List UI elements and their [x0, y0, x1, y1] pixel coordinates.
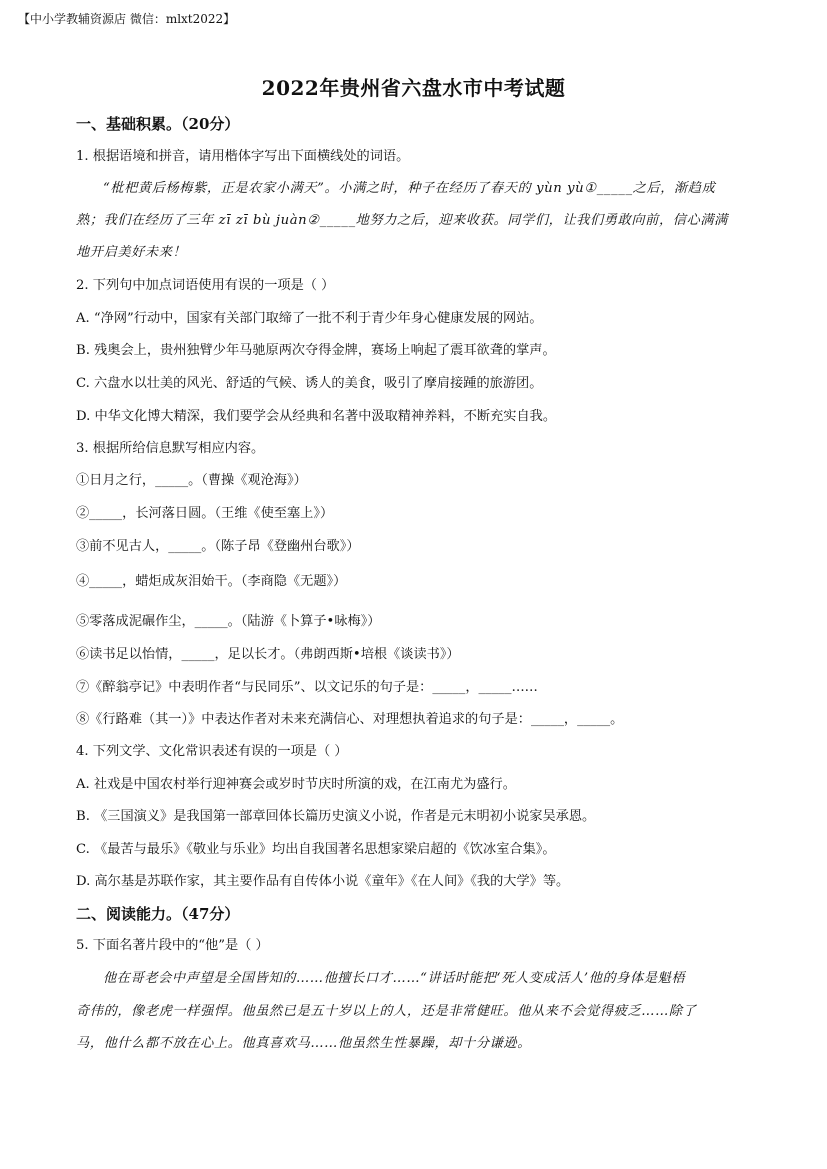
- question-4-option-d: D. 高尔基是苏联作家，其主要作品有自传体小说《童年》《在人间》《我的大学》等。: [76, 874, 570, 889]
- question-3-stem: 3. 根据所给信息默写相应内容。: [76, 441, 265, 456]
- question-4-option-c: C. 《最苦与最乐》《敬业与乐业》均出自我国著名思想家梁启超的《饮冰室合集》。: [76, 842, 556, 857]
- question-1-stem: 1. 根据语境和拼音，请用楷体字写出下面横线处的词语。: [76, 149, 410, 164]
- section-2-heading: 二、阅读能力。（47分）: [76, 905, 240, 923]
- question-2-option-b: B. 残奥会上，贵州独臂少年马驰原两次夺得金牌，赛场上响起了震耳欲聋的掌声。: [76, 343, 556, 358]
- watermark-text: 【中小学教辅资源店 微信：mlxt2022】: [18, 12, 236, 26]
- question-3-item-8: ⑧《行路难（其一）》中表达作者对未来充满信心、对理想执着追求的句子是：_____，_____。: [76, 712, 624, 727]
- question-4-option-b: B. 《三国演义》是我国第一部章回体长篇历史演义小说，作者是元末明初小说家吴承恩。: [76, 809, 596, 824]
- question-5-passage-line-1: 他在哥老会中声望是全国皆知的……他擅长口才……“讲话时能把‘死人变成活人’他的身体是魁梧: [103, 971, 686, 986]
- section-1-heading: 一、基础积累。（20分）: [76, 115, 240, 133]
- question-2-option-d: D. 中华文化博大精深，我们要学会从经典和名著中汲取精神养料，不断充实自我。: [76, 409, 557, 424]
- question-5-passage-line-2: 奇伟的，像老虎一样强悍。他虽然已是五十岁以上的人，还是非常健旺。他从来不会觉得疲乏……除了: [76, 1004, 697, 1019]
- question-2-option-a: A. “净网”行动中，国家有关部门取缔了一批不利于青少年身心健康发展的网站。: [76, 311, 543, 326]
- question-3-item-1: ①日月之行，_____。（曹操《观沧海》）: [76, 473, 307, 488]
- question-1-passage-line-3: 地开启美好未来！: [76, 245, 187, 260]
- question-2-stem: 2. 下列句中加点词语使用有误的一项是（ ）: [76, 278, 335, 293]
- question-1-passage-line-2: 熟；我们在经历了三年 zī zī bù juàn②_____地努力之后，迎来收获。同学们，让我们勇敢向前，信心满满: [76, 213, 728, 228]
- document-title: 2022年贵州省六盘水市中考试题: [261, 76, 566, 100]
- question-5-passage-line-3: 马，他什么都不放在心上。他真喜欢马……他虽然生性暴躁，却十分谦逊。: [76, 1036, 531, 1051]
- question-4-stem: 4. 下列文学、文化常识表述有误的一项是（ ）: [76, 744, 348, 759]
- question-5-stem: 5. 下面名著片段中的“他”是（ ）: [76, 938, 269, 953]
- question-3-item-7: ⑦《醉翁亭记》中表明作者“与民同乐”、以文记乐的句子是：_____，_____……: [76, 680, 538, 695]
- question-3-item-4: ④_____，蜡炬成灰泪始干。（李商隐《无题》）: [76, 574, 347, 589]
- question-3-item-2: ②_____，长河落日圆。（王维《使至塞上》）: [76, 506, 334, 521]
- question-1-passage-line-1: “枇杷黄后杨梅紫，正是农家小满天”。小满之时，种子在经历了春天的 yùn yù①_____之后，渐趋成: [103, 181, 716, 196]
- question-2-option-c: C. 六盘水以壮美的风光、舒适的气候、诱人的美食，吸引了摩肩接踵的旅游团。: [76, 376, 543, 391]
- question-3-item-6: ⑥读书足以怡情，_____，足以长才。（弗朗西斯•培根《谈读书》）: [76, 647, 460, 662]
- question-4-option-a: A. 社戏是中国农村举行迎神赛会或岁时节庆时所演的戏，在江南尤为盛行。: [76, 777, 516, 792]
- question-3-item-5: ⑤零落成泥碾作尘，_____。（陆游《卜算子•咏梅》）: [76, 614, 381, 629]
- question-3-item-3: ③前不见古人，_____。（陈子昂《登幽州台歌》）: [76, 539, 360, 554]
